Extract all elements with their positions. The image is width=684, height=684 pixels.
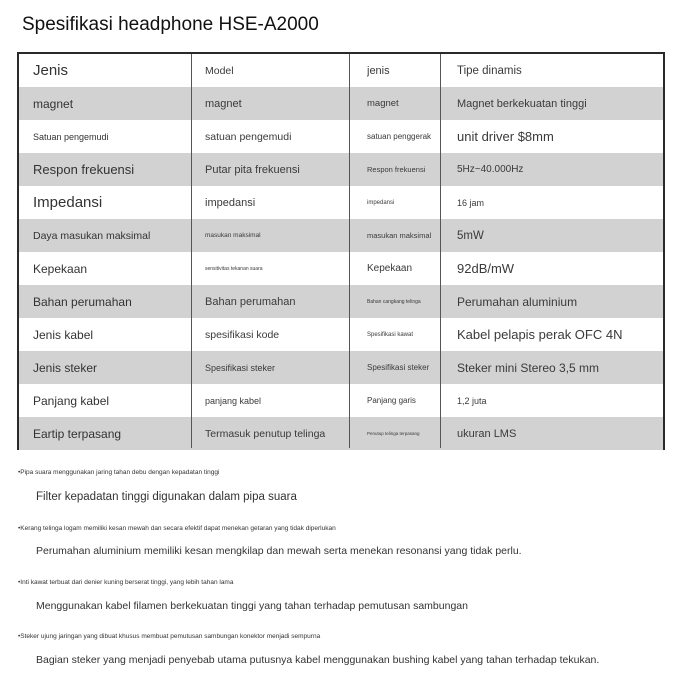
table-cell-col2: Spesifikasi steker xyxy=(205,362,276,373)
table-cell-col3: jenis xyxy=(367,64,390,77)
table-cell-col2: magnet xyxy=(205,97,242,110)
table-cell-col2: masukan maksimal xyxy=(205,232,261,239)
note-detail: Menggunakan kabel filamen berkekuatan tinggi yang tahan terhadap pemutusan sambungan xyxy=(36,600,468,612)
table-cell-col4: 92dB/mW xyxy=(457,261,515,276)
table-cell-col1: Daya masukan maksimal xyxy=(33,229,151,242)
table-cell-col4: Kabel pelapis perak OFC 4N xyxy=(457,327,623,342)
table-cell-col3: Spesifikasi kawat xyxy=(367,331,414,338)
table-row xyxy=(19,153,663,186)
table-cell-col1: Satuan pengemudi xyxy=(33,131,109,142)
table-row xyxy=(19,87,663,120)
table-cell-col3: satuan penggerak xyxy=(367,132,432,141)
table-cell-col4: 5Hz~40.000Hz xyxy=(457,164,524,175)
table-cell-col3: Spesifikasi steker xyxy=(367,363,430,372)
table-cell-col2: sensitivitas tekanan suara xyxy=(205,265,263,272)
table-cell-col1: Jenis xyxy=(33,62,69,79)
table-cell-col1: Eartip terpasang xyxy=(33,426,122,441)
table-cell-col3: impedansi xyxy=(367,199,395,206)
table-cell-col2: satuan pengemudi xyxy=(205,130,292,143)
table-cell-col4: Steker mini Stereo 3,5 mm xyxy=(457,360,600,375)
table-row xyxy=(19,252,663,285)
table-cell-col2: panjang kabel xyxy=(205,395,262,406)
table-row xyxy=(19,219,663,252)
table-cell-col1: Jenis steker xyxy=(33,360,98,375)
table-cell-col2: Model xyxy=(205,64,234,77)
note-heading: •Kerang telinga logam memiliki kesan mewah dan secara efektif dapat menekan getaran yang tidak diperlukan xyxy=(18,525,336,532)
table-cell-col4: 5mW xyxy=(457,229,484,242)
table-cell-col2: Termasuk penutup telinga xyxy=(205,427,326,440)
table-row xyxy=(19,384,663,417)
table-cell-col3: Penutup telinga terpasang xyxy=(367,431,420,436)
table-cell-col1: Impedansi xyxy=(33,194,103,211)
table-cell-col1: magnet xyxy=(33,96,74,111)
table-cell-col4: Perumahan aluminium xyxy=(457,294,578,309)
table-cell-col3: magnet xyxy=(367,98,399,109)
note-detail: Perumahan aluminium memiliki kesan mengkilap dan mewah serta menekan resonansi yang tidak perlu. xyxy=(36,545,522,557)
table-cell-col1: Respon frekuensi xyxy=(33,162,135,177)
table-cell-col1: Jenis kabel xyxy=(33,327,94,342)
table-cell-col4: Tipe dinamis xyxy=(457,64,522,77)
table-row xyxy=(19,120,663,153)
table-row xyxy=(19,186,663,219)
note-detail: Filter kepadatan tinggi digunakan dalam pipa suara xyxy=(36,491,297,503)
table-row xyxy=(19,54,663,87)
column-divider xyxy=(191,54,192,448)
table-row xyxy=(19,351,663,384)
table-cell-col3: Panjang garis xyxy=(367,396,416,405)
note-heading: •Pipa suara menggunakan jaring tahan debu dengan kepadatan tinggi xyxy=(18,469,220,476)
table-cell-col1: Panjang kabel xyxy=(33,393,110,408)
column-divider xyxy=(349,54,350,448)
table-cell-col1: Kepekaan xyxy=(33,261,88,276)
table-cell-col4: ukuran LMS xyxy=(457,427,517,440)
table-cell-col3: masukan maksimal xyxy=(367,231,432,240)
table-cell-col3: Bahan cangkang telinga xyxy=(367,298,421,305)
note-heading: •Steker ujung jaringan yang dibuat khusus membuat pemutusan sambungan konektor menjadi sempurna xyxy=(18,633,321,640)
table-cell-col2: Bahan perumahan xyxy=(205,295,296,308)
table-cell-col2: impedansi xyxy=(205,196,256,209)
column-divider xyxy=(440,54,441,448)
page-title: Spesifikasi headphone HSE-A2000 xyxy=(22,14,319,35)
table-cell-col3: Respon frekuensi xyxy=(367,165,426,174)
table-cell-col4: 1,2 juta xyxy=(457,395,487,406)
table-cell-col4: unit driver $8mm xyxy=(457,129,554,144)
note-heading: •Inti kawat terbuat dari denier kuning berserat tinggi, yang lebih tahan lama xyxy=(18,579,234,586)
note-detail: Bagian steker yang menjadi penyebab utama putusnya kabel menggunakan bushing kabel yang tahan terhadap tekukan. xyxy=(36,654,600,666)
table-cell-col4: Magnet berkekuatan tinggi xyxy=(457,97,587,110)
spec-table xyxy=(17,52,665,450)
table-cell-col2: spesifikasi kode xyxy=(205,328,280,341)
table-row xyxy=(19,417,663,450)
table-row xyxy=(19,318,663,351)
table-cell-col3: Kepekaan xyxy=(367,263,413,274)
table-cell-col4: 16 jam xyxy=(457,197,485,208)
table-row xyxy=(19,285,663,318)
table-cell-col2: Putar pita frekuensi xyxy=(205,163,300,176)
table-cell-col1: Bahan perumahan xyxy=(33,294,132,309)
